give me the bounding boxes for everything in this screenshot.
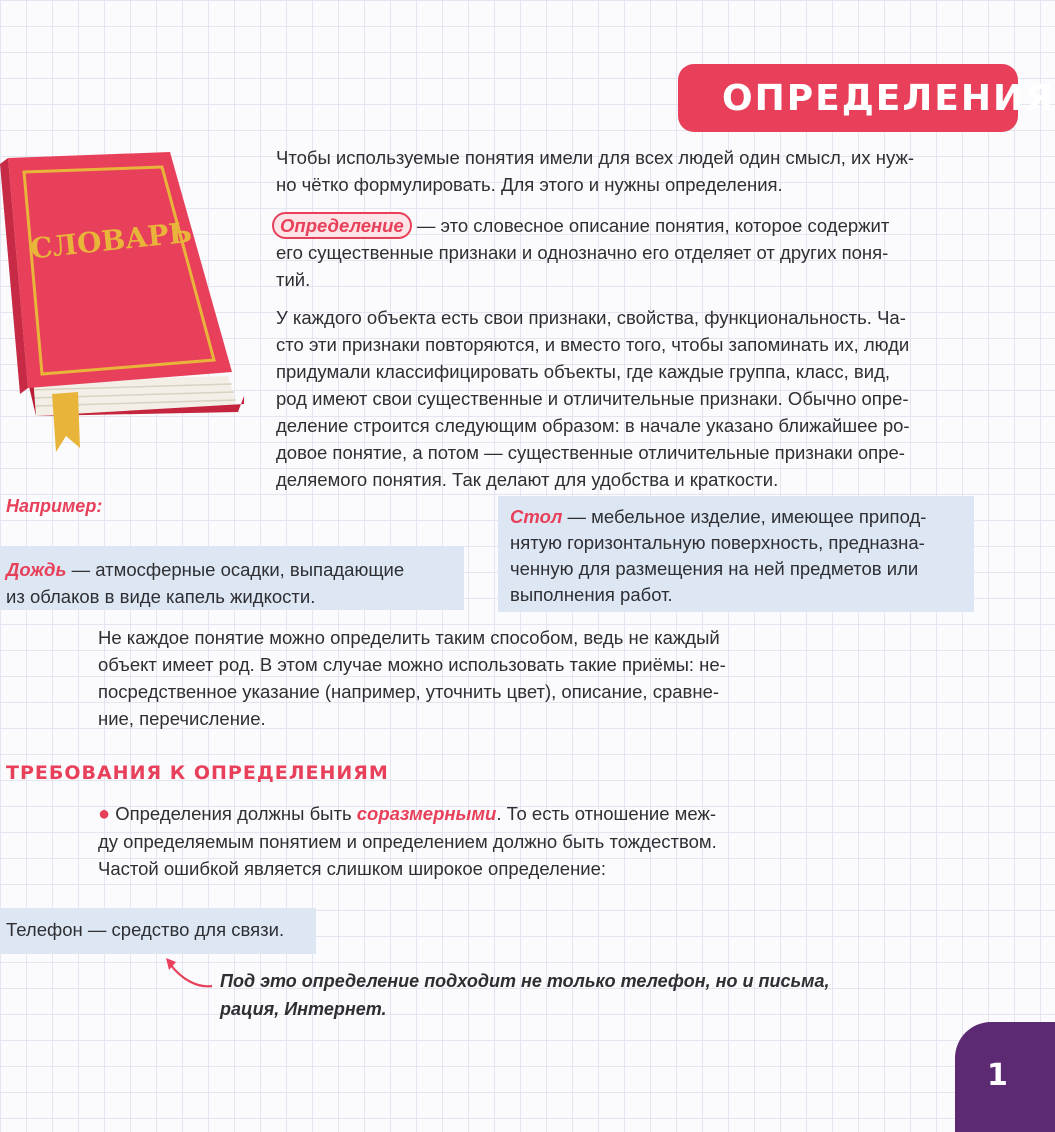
book-label: СЛОВАРЬ (28, 215, 194, 266)
definition-line: тий. (276, 269, 311, 290)
methods-paragraph (98, 624, 806, 732)
note-line: рация, Интернет. (220, 999, 387, 1019)
paragraph-line: довое понятие, а потом — существенные отличительные признаки опре- (276, 442, 905, 463)
definition-term-highlight: Определение (272, 212, 412, 239)
example-text: — атмосферные осадки, выпадающие (66, 559, 405, 580)
page-number-tab (955, 1022, 1055, 1132)
dictionary-book-illustration (0, 150, 250, 460)
intro-paragraph (276, 144, 968, 198)
paragraph-line: посредственное указание (например, уточнить цвет), описание, сравне- (98, 681, 720, 702)
paragraph-line: сто эти признаки повторяются, и вместо того, чтобы запоминать их, люди (276, 334, 910, 355)
paragraph-line: объект имеет род. В этом случае можно использовать такие приёмы: не- (98, 654, 726, 675)
intro-line: но чётко формулировать. Для этого и нужны определения. (276, 174, 783, 195)
bullet-dot: ● (98, 803, 111, 825)
example-label: Например: (6, 496, 103, 516)
page-title: ОПРЕДЕЛЕНИЯ (722, 77, 1055, 119)
definition-line: его существенные признаки и однозначно его отделяет от других поня- (276, 242, 889, 263)
paragraph-line: Не каждое понятие можно определить таким способом, ведь не каждый (98, 627, 720, 648)
example-box-table (498, 496, 974, 612)
example-term: Стол (510, 506, 563, 527)
paragraph-line: род имеют свои существенные и отличительные признаки. Обычно опре- (276, 388, 909, 409)
definition-paragraph (272, 212, 968, 293)
requirement-text: Определения должны быть (115, 803, 357, 824)
paragraph-line: деление строится следующим образом: в начале указано ближайшее ро- (276, 415, 910, 436)
example-term: Дождь (6, 559, 67, 580)
example-box-rain (0, 546, 464, 610)
curved-arrow-icon (160, 954, 220, 994)
definition-text: — это словесное описание понятия, которое содержит (411, 215, 890, 236)
paragraph-line: У каждого объекта есть свои признаки, свойства, функциональность. Ча- (276, 307, 906, 328)
phone-example-box (0, 908, 316, 954)
requirements-paragraph (98, 800, 806, 882)
example-text: ченную для размещения на ней предметов или (510, 558, 919, 579)
requirement-line: Частой ошибкой является слишком широкое определение: (98, 858, 607, 879)
paragraph-line: деляемого понятия. Так делают для удобства и краткости. (276, 469, 779, 490)
intro-line: Чтобы используемые понятия имели для всех людей один смысл, их нуж- (276, 147, 914, 168)
note-paragraph (220, 967, 830, 1023)
requirement-text: . То есть отношение меж- (496, 803, 717, 824)
phone-example-text: Телефон — средство для связи. (6, 919, 285, 940)
paragraph-line: придумали классифицировать объекты, где каждые группа, класс, вид, (276, 361, 891, 382)
requirement-line: ду определяемым понятием и определением должно быть тождеством. (98, 831, 717, 852)
page-title-banner (678, 64, 1055, 132)
requirement-term: соразмерными (356, 803, 497, 824)
classification-paragraph (276, 304, 968, 493)
page-number: 1 (987, 1058, 1008, 1093)
note-line: Под это определение подходит не только телефон, но и письма, (220, 971, 830, 991)
paragraph-line: ние, перечисление. (98, 708, 266, 729)
example-text: нятую горизонтальную поверхность, предназна- (510, 532, 925, 553)
requirements-heading: ТРЕБОВАНИЯ К ОПРЕДЕЛЕНИЯМ (6, 762, 389, 784)
example-text: из облаков в виде капель жидкости. (6, 586, 316, 607)
example-text: выполнения работ. (510, 584, 673, 605)
example-text: — мебельное изделие, имеющее припод- (562, 506, 927, 527)
